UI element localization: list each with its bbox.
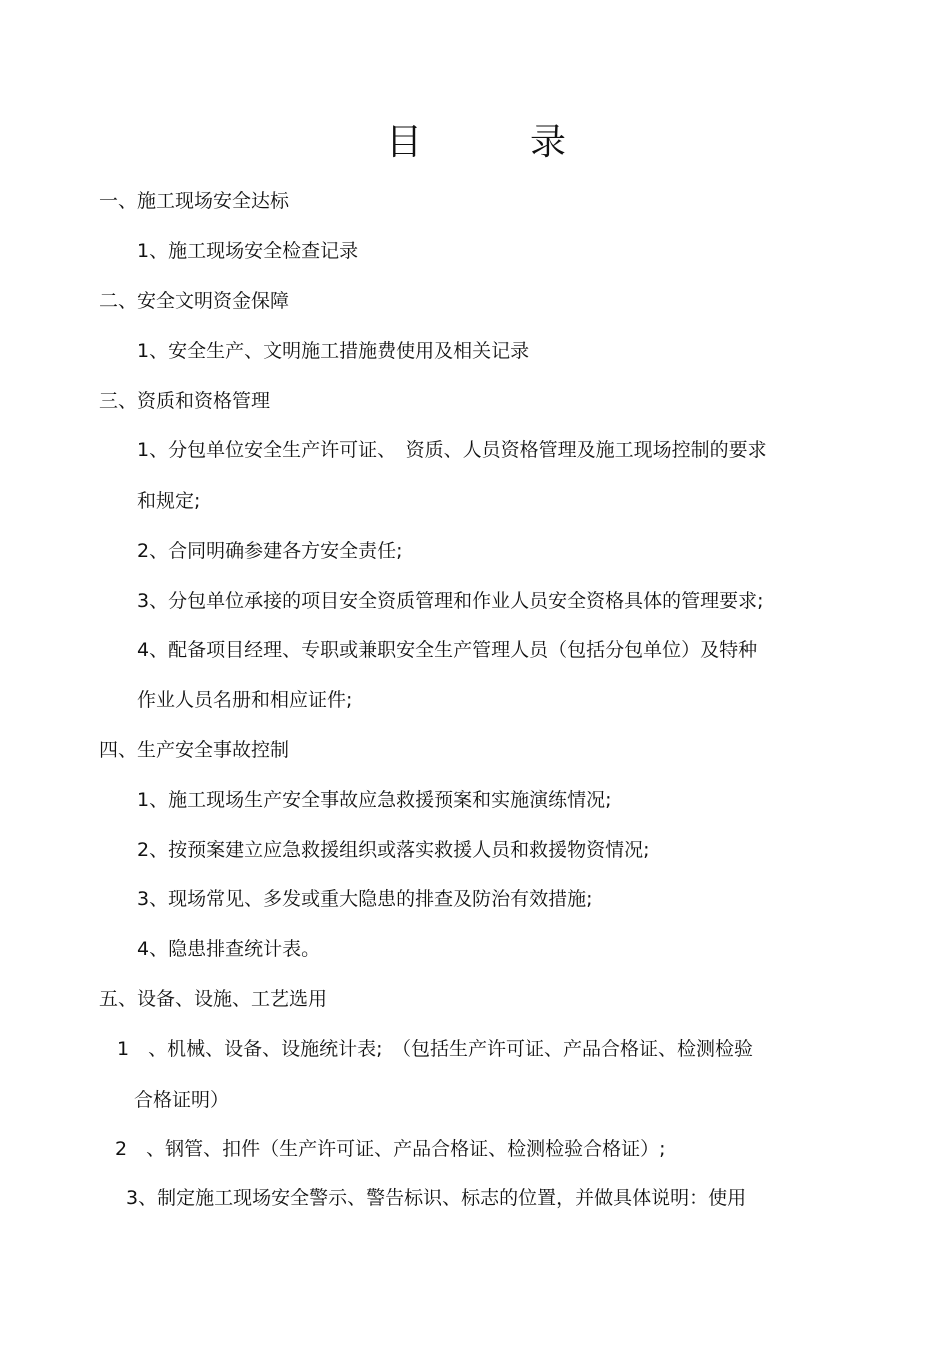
list-item: 4、隐患排查统计表。 [137, 938, 321, 960]
section-heading-5: 五、设备、设施、工艺选用 [99, 988, 328, 1010]
list-item-continuation: 和规定; [137, 490, 201, 512]
title-char-1: 目 [386, 122, 423, 163]
section-heading-1: 一、施工现场安全达标 [99, 190, 290, 212]
section-heading-3: 三、资质和资格管理 [99, 390, 271, 412]
list-item: 3、制定施工现场安全警示、警告标识、标志的位置，并做具体说明：使用 [126, 1187, 747, 1209]
list-item: 4、配备项目经理、专职或兼职安全生产管理人员（包括分包单位）及特种 [137, 639, 758, 661]
list-item: 2、合同明确参建各方安全责任; [137, 540, 403, 562]
title-char-2: 录 [530, 122, 567, 163]
list-item: 1、分包单位安全生产许可证、 资质、人员资格管理及施工现场控制的要求 [137, 439, 767, 461]
list-item-continuation: 作业人员名册和相应证件; [137, 689, 353, 711]
list-item: 1 、机械、设备、设施统计表; （包括生产许可证、产品合格证、检测检验 [117, 1038, 753, 1060]
section-heading-4: 四、生产安全事故控制 [99, 739, 290, 761]
list-item: 2、按预案建立应急救援组织或落实救援人员和救援物资情况; [137, 839, 650, 861]
list-item: 2 、钢管、扣件（生产许可证、产品合格证、检测检验合格证）; [115, 1138, 666, 1160]
list-item-continuation: 合格证明） [134, 1089, 230, 1111]
section-heading-2: 二、安全文明资金保障 [99, 290, 290, 312]
list-item: 1、施工现场安全检查记录 [137, 240, 359, 262]
page-title [0, 118, 950, 168]
list-item: 1、安全生产、文明施工措施费使用及相关记录 [137, 340, 530, 362]
list-item: 1、施工现场生产安全事故应急救援预案和实施演练情况; [137, 789, 612, 811]
list-item: 3、分包单位承接的项目安全资质管理和作业人员安全资格具体的管理要求; [137, 590, 764, 612]
list-item: 3、现场常见、多发或重大隐患的排查及防治有效措施; [137, 888, 593, 910]
